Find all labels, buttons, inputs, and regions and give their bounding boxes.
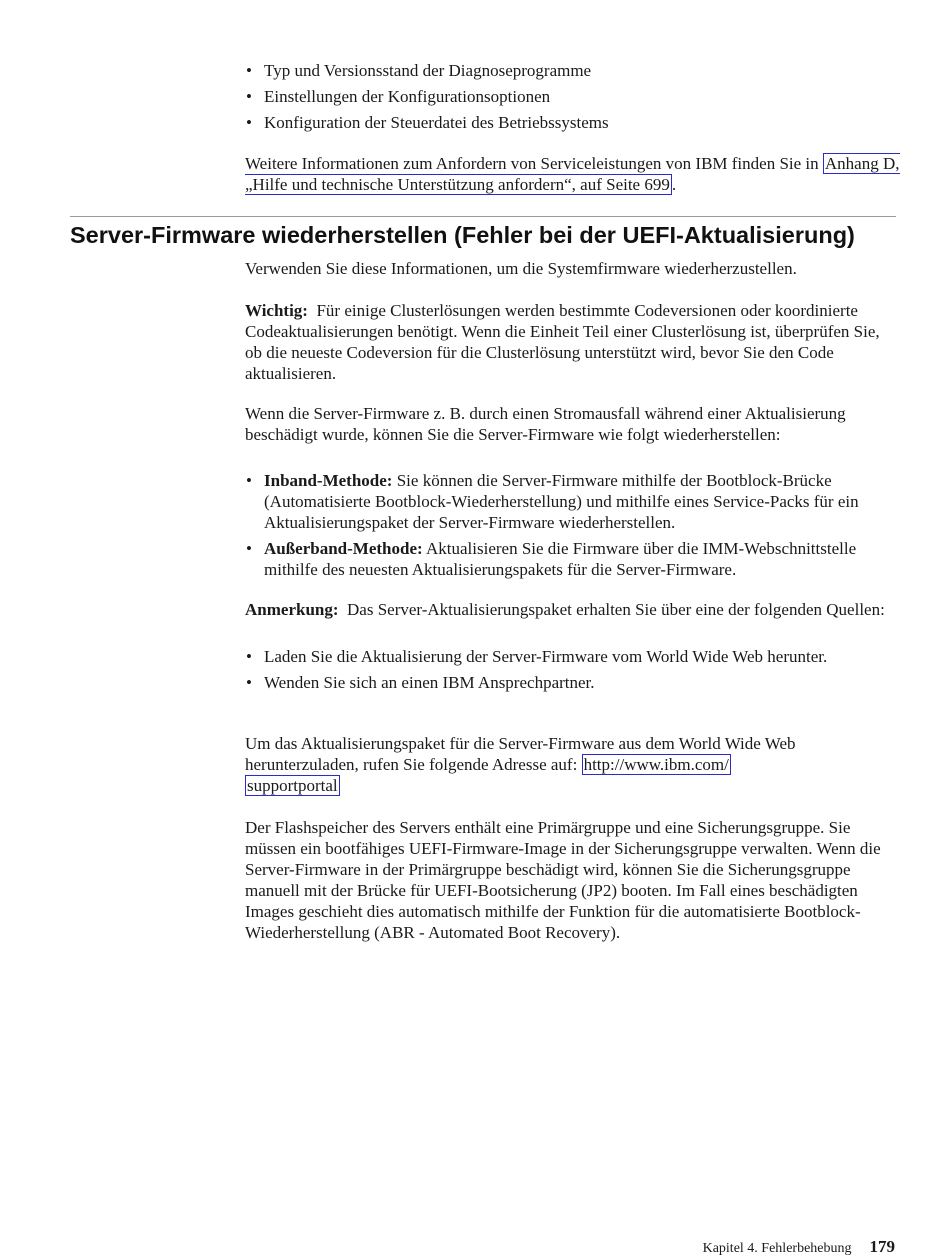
note-label: Anmerkung: xyxy=(245,600,339,619)
info-paragraph xyxy=(245,153,900,195)
note-text: Das Server-Aktualisierungspaket erhalten Sie über eine der folgenden Quellen: xyxy=(347,600,885,619)
important-paragraph xyxy=(245,300,900,384)
method-text: Sie können die Server-Firmware mithilfe der Bootblock-Brücke (Automatisierte Bootblock-Wiederherstellung) und mithilfe eines Service-Packs für ein Aktualisierungspaket der Server-Firmware wiederherstellen. xyxy=(264,471,859,532)
note-paragraph xyxy=(245,599,900,620)
list-item: • Typ und Versionsstand der Diagnoseprogramme xyxy=(245,60,900,81)
support-portal-link-continued[interactable]: supportportal xyxy=(247,776,338,795)
list-item xyxy=(245,470,900,533)
methods-list xyxy=(245,470,900,585)
important-text: Für einige Clusterlösungen werden bestimmte Codeversionen oder koordinierte Codeaktualisierungen benötigt. Wenn die Einheit Teil einer Clusterlösung ist, überprüfen Sie, ob die neueste Codeversion für die Clusterlösung unterstützt wird, bevor Sie den Code aktualisieren. xyxy=(245,301,880,383)
page-footer xyxy=(703,1237,895,1259)
requirements-list xyxy=(245,60,900,138)
download-text: Um das Aktualisierungspaket für die Server-Firmware aus dem World Wide Web herunterzuladen, rufen Sie folgende Adresse auf: xyxy=(245,734,796,774)
intro-paragraph: Verwenden Sie diese Informationen, um die Systemfirmware wiederherzustellen. xyxy=(245,259,797,278)
list-item: • Einstellungen der Konfigurationsoptionen xyxy=(245,86,900,107)
appendix-link[interactable]: Anhang D, „Hilfe und technische Unterstützung anfordern“, auf Seite 699 xyxy=(245,154,900,194)
list-item: • Wenden Sie sich an einen IBM Ansprechpartner. xyxy=(245,672,900,693)
important-label: Wichtig: xyxy=(245,301,308,320)
recover-intro-paragraph: Wenn die Server-Firmware z. B. durch einen Stromausfall während einer Aktualisierung beschädigt wurde, können Sie die Server-Firmware wie folgt wiederherstellen: xyxy=(245,404,846,444)
method-label: Außerband-Methode: xyxy=(264,539,423,558)
flash-paragraph: Der Flashspeicher des Servers enthält eine Primärgruppe und eine Sicherungsgruppe. Sie müssen ein bootfähiges UEFI-Firmware-Image in der Sicherungsgruppe verwalten. Wenn die Server-Firmware in der Primärgruppe beschädigt wird, können Sie die Sicherungsgruppe manuell mit der Brücke für UEFI-Bootsicherung (JP2) booten. Im Fall eines beschädigten Images geschieht dies automatisch mithilfe der Funktion für die automatisierte Bootblock-Wiederherstellung (ABR - Automated Boot Recovery). xyxy=(245,818,881,942)
sources-list xyxy=(245,646,900,698)
footer-chapter: Kapitel 4. Fehlerbehebung xyxy=(702,1241,852,1256)
section-divider xyxy=(70,216,896,217)
list-item: • Laden Sie die Aktualisierung der Server-Firmware vom World Wide Web herunter. xyxy=(245,646,900,667)
download-paragraph xyxy=(245,733,900,796)
info-end: . xyxy=(671,175,677,194)
method-label: Inband-Methode: xyxy=(264,471,393,490)
info-text: Weitere Informationen zum Anfordern von Serviceleistungen von IBM finden Sie in xyxy=(245,154,819,173)
section-heading: Server-Firmware wiederherstellen (Fehler bei der UEFI-Aktualisierung) xyxy=(70,222,855,248)
support-portal-link[interactable]: http://www.ibm.com/ xyxy=(583,755,729,774)
list-item xyxy=(245,538,900,580)
method-text: Aktualisieren Sie die Firmware über die IMM-Webschnittstelle mithilfe des neuesten Aktualisierungspakets für die Server-Firmware. xyxy=(264,539,857,579)
page-number: 179 xyxy=(869,1237,895,1256)
list-item: • Konfiguration der Steuerdatei des Betriebssystems xyxy=(245,112,900,133)
